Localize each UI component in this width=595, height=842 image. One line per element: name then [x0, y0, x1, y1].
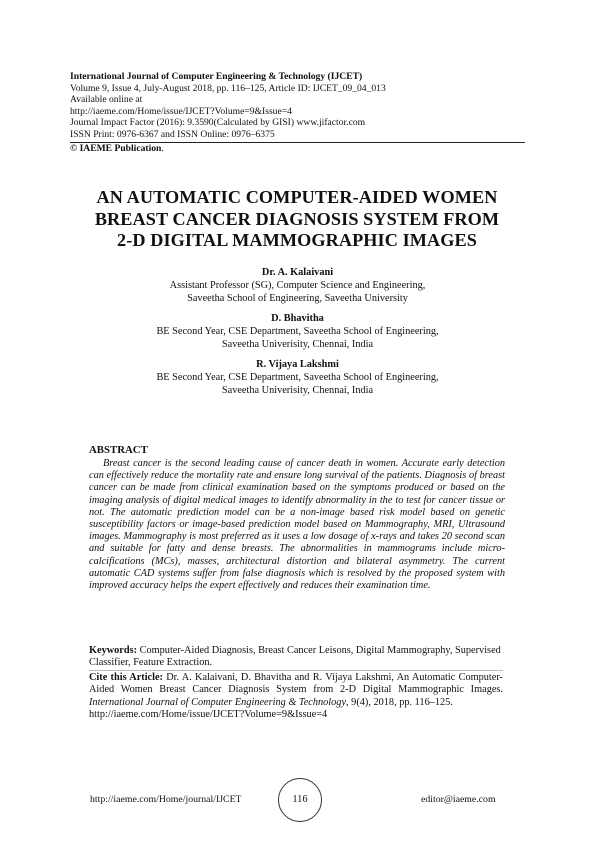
- issn-line: ISSN Print: 0976-6367 and ISSN Online: 0976–6375: [70, 129, 525, 143]
- page-number: 116: [278, 778, 322, 822]
- impact-factor: Journal Impact Factor (2016): 9.3590(Calculated by GISI) www.jifactor.com: [70, 117, 366, 129]
- volume-line: Volume 9, Issue 4, July-August 2018, pp. 116–125, Article ID: IJCET_09_04_013: [70, 82, 386, 94]
- cite-tail: , 9(4), 2018, pp. 116–125.: [346, 696, 453, 708]
- abstract-heading: ABSTRACT: [89, 444, 148, 456]
- issue-url[interactable]: http://iaeme.com/Home/issue/IJCET?Volume=9&Issue=4: [70, 105, 292, 117]
- title-line-1: AN AUTOMATIC COMPUTER-AIDED WOMEN: [96, 187, 498, 207]
- cite-label: Cite this Article:: [89, 672, 163, 683]
- keywords-section: [89, 645, 505, 669]
- abstract-section: [89, 444, 505, 592]
- author-1: [90, 266, 505, 305]
- paper-title: [62, 187, 532, 252]
- publisher-line: © IAEME Publication.: [70, 142, 164, 154]
- title-line-3: 2-D DIGITAL MAMMOGRAPHIC IMAGES: [117, 230, 477, 251]
- author-affiliation: Saveetha Univerisity, Chennai, India: [221, 339, 374, 350]
- cite-journal: International Journal of Computer Engineering & Technology: [89, 696, 347, 708]
- abstract-body: Breast cancer is the second leading cause of cancer death in women. Accurate early detection can effectively reduce the mortality rate and ensure long survival of the patients. Diagnosis of breast cancer can be made from clinical examination based on the symptoms produced or based on the imaging analysis of digital medical images to identify abnormality in the to test for cancer tissue or not. The automatic prediction model can be a non-image based risk model based on genetic susceptibility factors or image-based prediction model based on Mammography, MRI, Ultrasound images. Mammography is most preferred as it uses a low dosage of x-rays and takes 20 second scan and suitable for fatty and dense breasts. The abnormalities in mammograms include micro-calcifications (MCs), masses, architectural distortion and bilateral asymmetry. The current automatic CAD systems suffer from false diagnosis which is resolved by the proposed system with improved accuracy helps the expert effectively and reduces their examination time.: [89, 458, 505, 592]
- author-list: [90, 266, 505, 404]
- journal-name: International Journal of Computer Engineering & Technology (IJCET): [70, 71, 363, 82]
- keywords-label: Keywords:: [89, 645, 138, 656]
- author-name: D. Bhavitha: [271, 313, 324, 324]
- author-affiliation: BE Second Year, CSE Department, Saveetha School of Engineering,: [156, 326, 439, 337]
- author-name: R. Vijaya Lakshmi: [256, 359, 339, 370]
- cite-url[interactable]: http://iaeme.com/Home/issue/IJCET?Volume=9&Issue=4: [89, 708, 328, 720]
- author-3: [90, 358, 505, 397]
- citation-section: [89, 670, 503, 721]
- author-affiliation: Saveetha Univerisity, Chennai, India: [221, 385, 374, 396]
- author-2: [90, 312, 505, 351]
- footer-url[interactable]: http://iaeme.com/Home/journal/IJCET: [90, 794, 242, 805]
- footer-email[interactable]: editor@iaeme.com: [421, 794, 496, 805]
- cite-text: Dr. A. Kalaivani, D. Bhavitha and R. Vijaya Lakshmi, An Automatic Computer-Aided Women Breast Cancer Diagnosis System from 2-D Digital Mammographic Images.: [89, 672, 503, 696]
- author-name: Dr. A. Kalaivani: [261, 267, 334, 278]
- available-online: Available online at: [70, 94, 143, 106]
- keywords-text: Computer-Aided Diagnosis, Breast Cancer Leisons, Digital Mammography, Supervised Classifier, Feature Extraction.: [89, 645, 501, 668]
- title-line-2: BREAST CANCER DIAGNOSIS SYSTEM FROM: [94, 208, 500, 229]
- author-affiliation: BE Second Year, CSE Department, Saveetha School of Engineering,: [156, 372, 439, 383]
- author-affiliation: Saveetha School of Engineering, Saveetha University: [187, 293, 408, 304]
- publisher: © IAEME Publication: [70, 142, 162, 154]
- journal-header: [70, 71, 525, 154]
- author-affiliation: Assistant Professor (SG), Computer Science and Engineering,: [169, 280, 426, 291]
